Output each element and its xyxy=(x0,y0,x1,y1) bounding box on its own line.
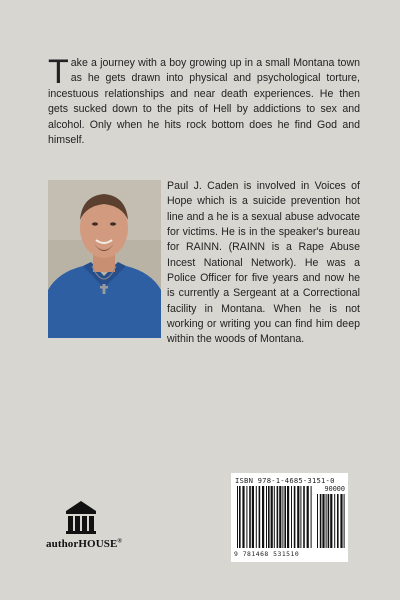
drop-cap: T xyxy=(48,53,69,91)
blurb-text: ake a journey with a boy growing up in a small Montana town as he gets drawn into physical and psychological torture, incestuous relationships and near death experiences. He then gets sucked down to the pits of Hell by addictions to sex and alcohol. Only when he hits rock bottom does he find God and himself. xyxy=(48,57,360,147)
isbn-label: ISBN 978-1-4685-3151-0 xyxy=(235,476,335,485)
author-photo xyxy=(48,180,161,338)
barcode-number: 9 781468 531510 xyxy=(234,550,300,558)
isbn-barcode xyxy=(231,473,348,562)
price-code: 90000 xyxy=(324,485,345,493)
publisher-name: authorHOUSE® xyxy=(46,538,122,550)
barcode-bars xyxy=(237,486,313,548)
publisher-logo-icon xyxy=(63,498,99,534)
author-bio: Paul J. Caden is involved in Voices of Hope which is a suicide prevention hot line and a he is a sexual abuse advocate for victims. He is in the speaker's bureau for RAINN. (RAINN is a Rape Abuse Incest National Network). He was a Police Officer for five years and now he is currently a Sergeant at a Correctional facility in Montana. When he is not working or writing you can find him deep within the woods of Montana. xyxy=(167,180,360,346)
back-cover-blurb xyxy=(48,53,360,148)
registered-mark: ® xyxy=(117,538,122,545)
price-barcode-bars xyxy=(317,494,345,548)
